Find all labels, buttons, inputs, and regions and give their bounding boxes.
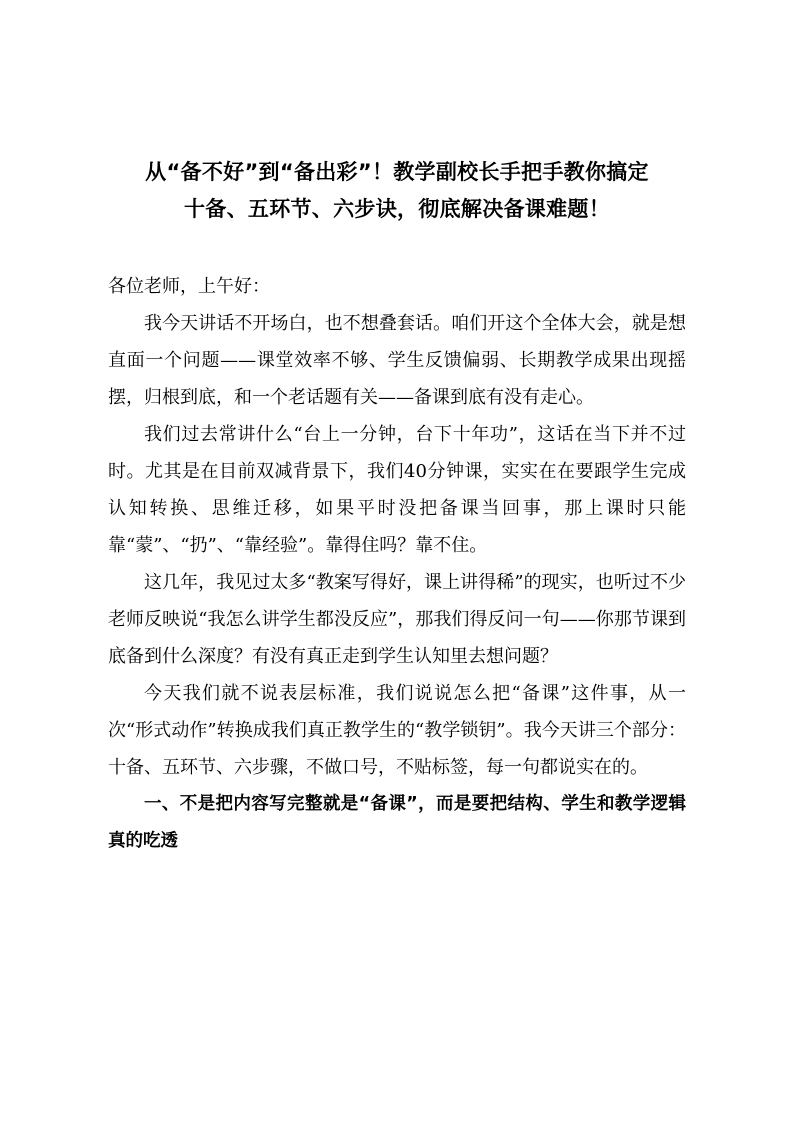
document-title (108, 154, 686, 228)
document-body (108, 268, 686, 860)
paragraph-3: 这几年，我见过太多“教案写得好，课上讲得稀”的现实，也听过不少老师反映说“我怎么讲学生都没反应”，那我们得反问一句——你那节课到底备到什么深度？有没有真正走到学生认知里去想问题？ (108, 572, 686, 667)
section-heading-1: 一、不是把内容写完整就是“备课”，而是要把结构、学生和教学逻辑真的吃透 (108, 794, 686, 851)
paragraph-2: 我们过去常讲什么“台上一分钟，台下十年功”，这话在当下并不过时。尤其是在目前双减背景下，我们40分钟课，实实在在要跟学生完成认知转换、思维迁移，如果平时没把备课当回事，那上课时只能靠“蒙”、“扔”、“靠经验”。靠得住吗？靠不住。 (108, 424, 686, 556)
paragraph-4: 今天我们就不说表层标准，我们说说怎么把“备课”这件事，从一次“形式动作”转换成我们真正教学生的“教学锁钥”。我今天讲三个部分：十备、五环节、六步骤，不做口号，不贴标签，每一句都说实在的。 (108, 683, 686, 778)
title-line-2: 十备、五环节、六步诀，彻底解决备课难题！ (184, 197, 610, 221)
title-line-1: 从“备不好”到“备出彩”！教学副校长手把手教你搞定 (145, 160, 649, 184)
greeting: 各位老师，上午好： (108, 276, 270, 297)
paragraph-1: 我今天讲话不开场白，也不想叠套话。咱们开这个全体大会，就是想直面一个问题——课堂效率不够、学生反馈偏弱、长期教学成果出现摇摆，归根到底，和一个老话题有关——备课到底有没有走心。 (108, 313, 686, 408)
